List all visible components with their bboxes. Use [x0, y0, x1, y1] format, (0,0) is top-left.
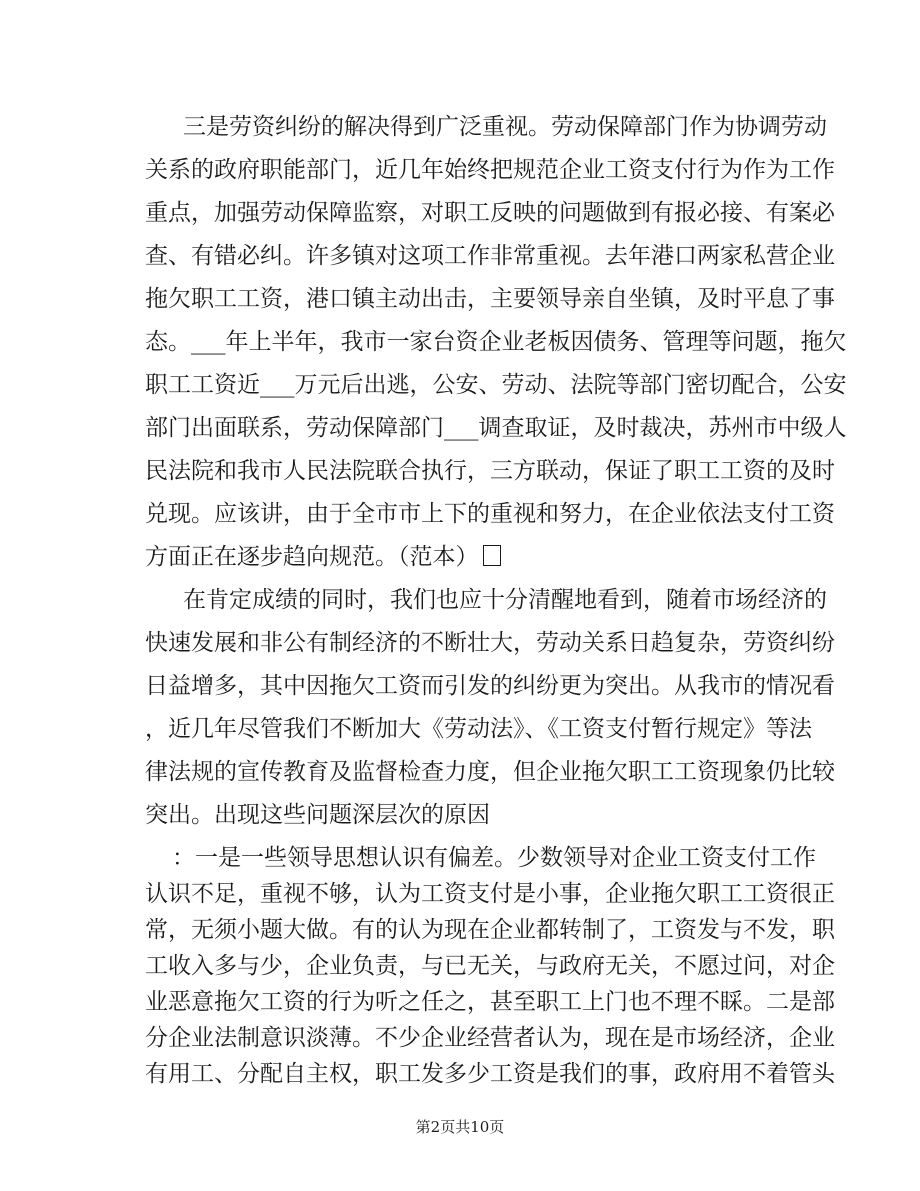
text-line-content: 方面正在逐步趋向规范。（范本） — [145, 544, 479, 570]
text-line: 突出。出现这些问题深层次的原因 — [145, 802, 490, 828]
empty-box-icon — [483, 545, 501, 566]
text-line: 有用工、分配自主权，职工发多少工资是我们的事，政府用不着管头 — [145, 1061, 835, 1087]
text-line: 业恶意拖欠工资的行为听之任之，甚至职工上门也不理不睬。二是部 — [145, 989, 835, 1015]
text-line: 部门出面联系，劳动保障部门___调查取证，及时裁决，苏州市中级人 — [145, 415, 847, 441]
text-line: 职工工资近___万元后出逃，公安、劳动、法院等部门密切配合，公安 — [145, 372, 847, 398]
text-line: 民法院和我市人民法院联合执行，三方联动，保证了职工工资的及时 — [145, 458, 835, 484]
text-line: 律法规的宣传教育及监督检查力度，但企业拖欠职工工资现象仍比较 — [145, 759, 835, 785]
text-line: 日益增多，其中因拖欠工资而引发的纠纷更为突出。从我市的情况看 — [145, 673, 835, 699]
text-line: 三是劳资纠纷的解决得到广泛重视。劳动保障部门作为协调劳动 — [183, 114, 827, 140]
text-line: 拖欠职工工资，港口镇主动出击，主要领导亲自坐镇，及时平息了事 — [145, 286, 835, 312]
text-line: ，近几年尽管我们不断加大《劳动法》、《工资支付暂行规定》等法 — [145, 716, 812, 742]
text-line: 兑现。应该讲，由于全市市上下的重视和努力，在企业依法支付工资 — [145, 501, 835, 527]
page-number-footer: 第2页共10页 — [415, 1118, 505, 1136]
text-line: 认识不足，重视不够，认为工资支付是小事，企业拖欠职工工资很正 — [145, 881, 835, 907]
text-line: 重点，加强劳动保障监察，对职工反映的问题做到有报必接、有案必 — [145, 200, 835, 226]
text-line: ：一是一些领导思想认识有偏差。少数领导对企业工资支付工作 — [172, 845, 816, 871]
text-line: 在肯定成绩的同时，我们也应十分清醒地看到，随着市场经济的 — [183, 587, 827, 613]
text-line: 工收入多与少，企业负责，与已无关，与政府无关，不愿过问，对企 — [145, 953, 835, 979]
text-line: 态。___年上半年，我市一家台资企业老板因债务、管理等问题，拖欠 — [145, 329, 847, 355]
text-line-with-box — [145, 537, 775, 577]
text-line: 快速发展和非公有制经济的不断壮大，劳动关系日趋复杂，劳资纠纷 — [145, 630, 835, 656]
text-line: 查、有错必纠。许多镇对这项工作非常重视。去年港口两家私营企业 — [145, 243, 835, 269]
text-line: 关系的政府职能部门，近几年始终把规范企业工资支付行为作为工作 — [145, 157, 835, 183]
text-line: 分企业法制意识淡薄。不少企业经营者认为，现在是市场经济，企业 — [145, 1025, 835, 1051]
text-line: 常，无须小题大做。有的认为现在企业都转制了，工资发与不发，职 — [145, 917, 835, 943]
